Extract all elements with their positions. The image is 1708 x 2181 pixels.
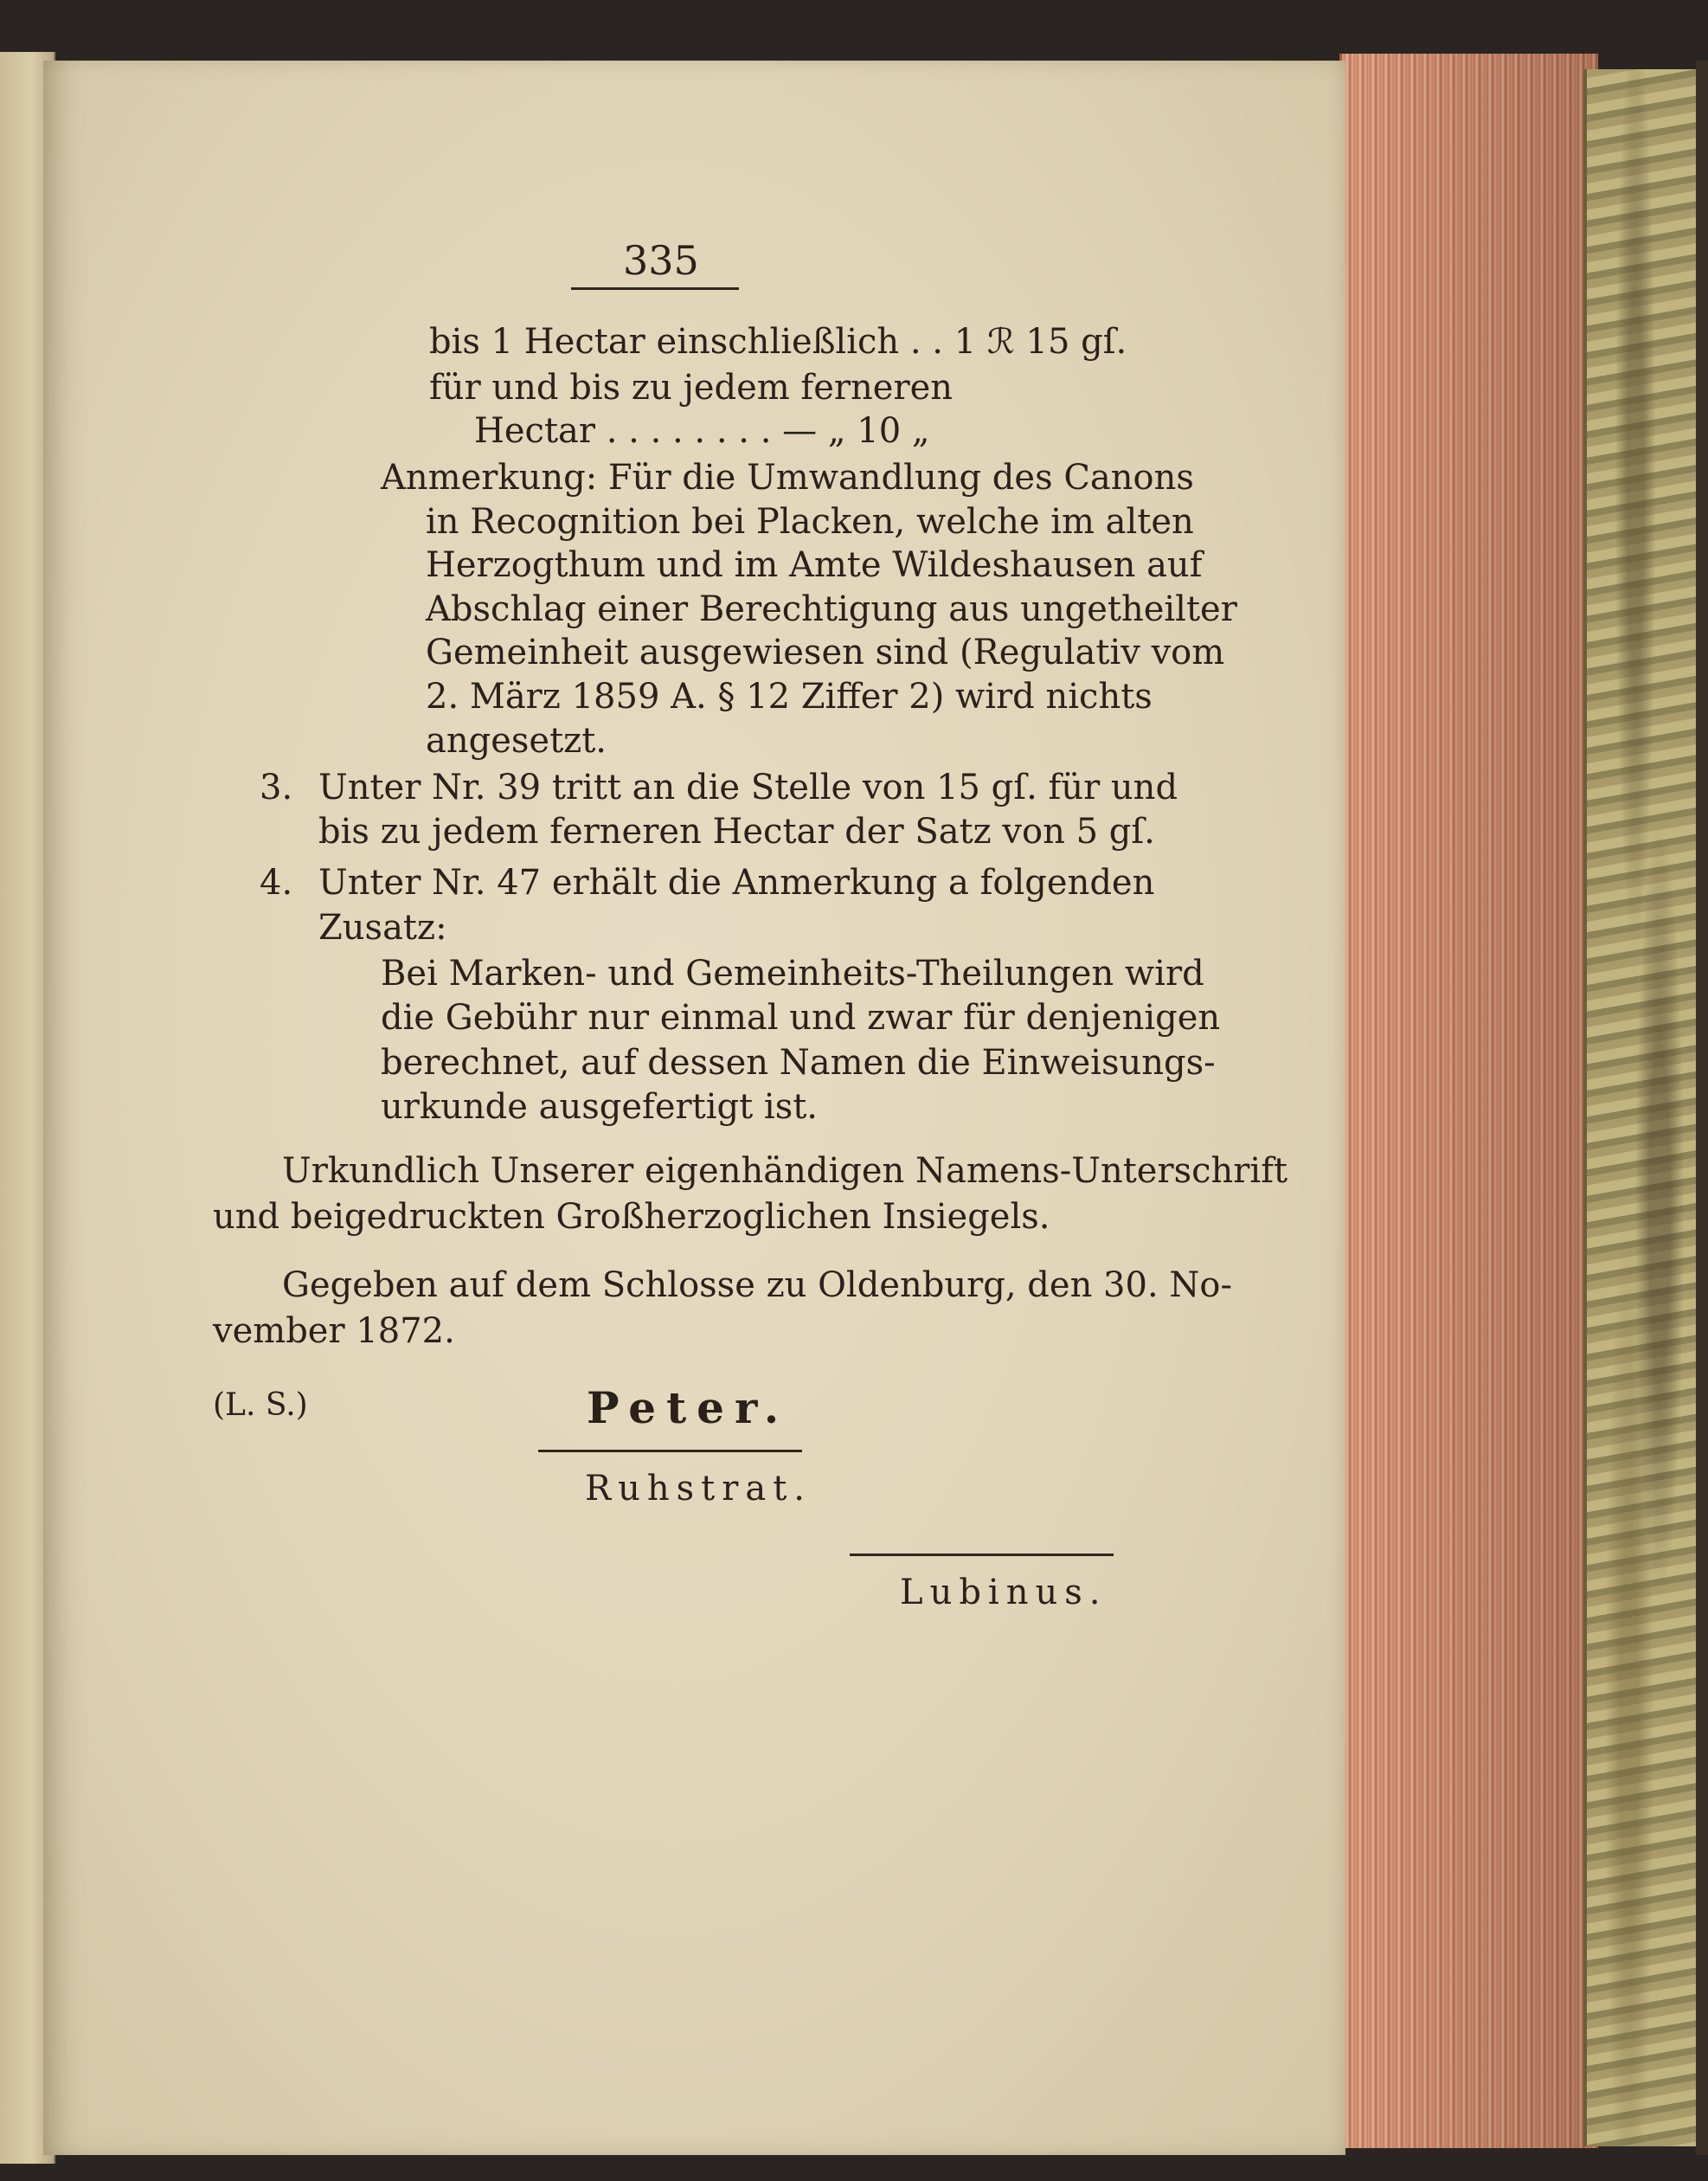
addition-line: berechnet, auf dessen Namen die Einweisungs- bbox=[381, 1043, 1216, 1083]
attestation-line: Urkundlich Unserer eigenhändigen Namens-Unterschrift bbox=[282, 1151, 1288, 1191]
note-line: Abschlag einer Berechtigung aus ungetheilter bbox=[426, 589, 1237, 629]
note-line: Anmerkung: Für die Umwandlung des Canons bbox=[381, 458, 1194, 498]
given-line: Gegeben auf dem Schlosse zu Oldenburg, den 30. No- bbox=[282, 1265, 1232, 1305]
seal-note: (L. S.) bbox=[213, 1387, 308, 1423]
item-line: Unter Nr. 47 erhält die Anmerkung a folgenden bbox=[318, 863, 1155, 903]
item-line: Zusatz: bbox=[318, 908, 447, 948]
attestation-line: und beigedruckten Großherzoglichen Insiegels. bbox=[213, 1197, 1050, 1237]
item-line: Unter Nr. 39 tritt an die Stelle von 15 gſ. für und bbox=[318, 768, 1178, 807]
cover-edge bbox=[1696, 61, 1708, 2155]
note-line: in Recognition bei Placken, welche im alten bbox=[426, 502, 1194, 542]
addition-line: urkunde ausgefertigt ist. bbox=[381, 1087, 819, 1127]
given-line: vember 1872. bbox=[213, 1311, 455, 1351]
page-number-rule bbox=[571, 287, 739, 290]
item-number: 3. bbox=[260, 768, 293, 807]
marbled-cover-board bbox=[1583, 69, 1708, 2146]
note-line: angesetzt. bbox=[426, 721, 607, 761]
fee-line: bis 1 Hectar einschließlich . . 1 ℛ 15 gſ. bbox=[429, 322, 1127, 362]
note-line: Gemeinheit ausgewiesen sind (Regulativ vom bbox=[426, 633, 1225, 672]
signature-minister: Lubinus. bbox=[900, 1573, 1108, 1612]
fee-line: Hectar . . . . . . . . — „ 10 „ bbox=[474, 411, 930, 451]
addition-line: die Gebühr nur einmal und zwar für denjenigen bbox=[381, 998, 1221, 1038]
signature-rule bbox=[850, 1554, 1114, 1556]
page-number: 335 bbox=[623, 237, 699, 284]
signature-minister: Ruhstrat. bbox=[585, 1469, 812, 1509]
signature-sovereign: Peter. bbox=[587, 1382, 790, 1433]
item-number: 4. bbox=[260, 863, 293, 903]
page-block-fore-edge bbox=[1339, 54, 1598, 2148]
note-line: Herzogthum und im Amte Wildeshausen auf bbox=[426, 545, 1203, 585]
addition-line: Bei Marken- und Gemeinheits-Theilungen wird bbox=[381, 954, 1204, 994]
signature-rule bbox=[538, 1450, 802, 1452]
item-line: bis zu jedem ferneren Hectar der Satz von 5 gſ. bbox=[318, 812, 1155, 852]
note-line: 2. März 1859 A. § 12 Ziffer 2) wird nichts bbox=[426, 677, 1153, 717]
fee-line: für und bis zu jedem ferneren bbox=[429, 368, 954, 408]
